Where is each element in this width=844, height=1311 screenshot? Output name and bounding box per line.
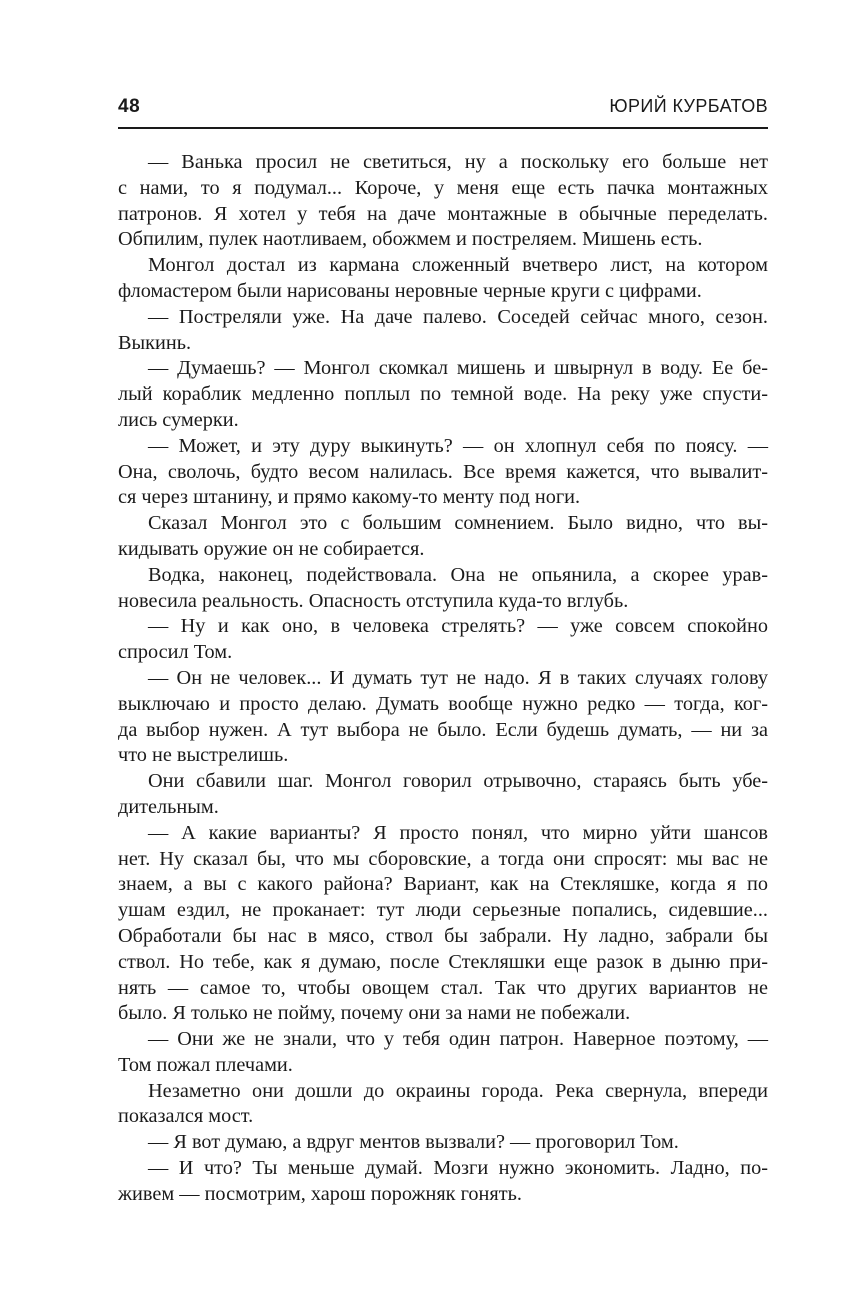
text-line: — Они же не знали, что у тебя один патрон. Наверное поэтому, —: [148, 1028, 768, 1051]
paragraph: [118, 305, 768, 357]
text-line: ствол. Но тебе, как я думаю, после Стекляшки еще разок в дыню при-: [118, 950, 768, 973]
text-line: знаем, а вы с какого района? Вариант, как на Стекляшке, когда я по: [118, 873, 768, 896]
text-line: выключаю и просто делаю. Думать вообще нужно редко — тогда, ког-: [118, 692, 768, 715]
page-number: 48: [118, 96, 141, 117]
text-line: Сказал Монгол это с большим сомнением. Было видно, что вы-: [148, 512, 768, 535]
paragraph: [118, 434, 768, 511]
text-line: да выбор нужен. А тут выбора не было. Если будешь думать, — ни за: [118, 718, 768, 741]
text-line: спросил Том.: [118, 641, 233, 664]
paragraph: [118, 253, 768, 305]
paragraph: [118, 563, 768, 615]
text-line: — Думаешь? — Монгол скомкал мишень и швырнул в воду. Ее бе-: [148, 357, 768, 380]
body-text: [118, 150, 768, 1208]
text-line: ушам ездил, не проканает: тут люди серьезные попались, сидевшие...: [118, 899, 768, 922]
paragraph: [118, 1079, 768, 1131]
text-line: — Ну и как оно, в человека стрелять? — уже совсем спокойно: [148, 615, 768, 638]
text-line: было. Я только не пойму, почему они за нами не побежали.: [118, 1002, 631, 1025]
paragraph: [118, 150, 768, 253]
paragraph: [118, 1156, 768, 1208]
paragraph: [118, 666, 768, 769]
text-line: кидывать оружие он не собирается.: [118, 537, 425, 560]
text-line: — Постреляли уже. На даче палево. Соседей сейчас много, сезон.: [148, 305, 768, 328]
text-line: Они сбавили шаг. Монгол говорил отрывочно, стараясь быть убе-: [148, 770, 768, 793]
text-line: что не выстрелишь.: [118, 744, 289, 767]
text-line: Том пожал плечами.: [118, 1053, 293, 1076]
running-head: [118, 96, 768, 122]
text-line: показался мост.: [118, 1105, 254, 1128]
paragraph: [118, 614, 768, 666]
text-line: нять — самое то, чтобы овощем стал. Так что других вариантов не: [118, 976, 768, 999]
text-line: новесила реальность. Опасность отступила куда-то вглубь.: [118, 589, 629, 612]
text-line: с нами, то я подумал... Короче, у меня еще есть пачка монтажных: [118, 176, 768, 199]
running-head-author: ЮРИЙ КУРБАТОВ: [609, 96, 768, 116]
paragraph: [118, 821, 768, 1027]
text-line: дительным.: [118, 795, 219, 818]
text-line: фломастером были нарисованы неровные черные круги с цифрами.: [118, 279, 702, 302]
text-line: живем — посмотрим, харош порожняк гонять.: [118, 1182, 522, 1205]
paragraph: [118, 769, 768, 821]
paragraph: [118, 1027, 768, 1079]
text-line: лись сумерки.: [118, 408, 239, 431]
text-line: патронов. Я хотел у тебя на даче монтажные в обычные переделать.: [118, 202, 768, 225]
text-line: Монгол достал из кармана сложенный вчетверо лист, на котором: [148, 254, 768, 277]
text-line: Обработали бы нас в мясо, ствол бы забрали. Ну ладно, забрали бы: [118, 924, 768, 947]
text-line: — Ванька просил не светиться, ну а поскольку его больше нет: [148, 151, 768, 173]
text-line: ся через штанину, и прямо какому-то менту под ноги.: [118, 486, 581, 509]
paragraph: [118, 511, 768, 563]
text-line: Водка, наконец, подействовала. Она не опьянила, а скорее урав-: [148, 563, 768, 586]
header-rule: [118, 127, 768, 129]
text-line: Обпилим, пулек наотливаем, обожмем и постреляем. Мишень есть.: [118, 228, 703, 251]
text-line: — Может, и эту дуру выкинуть? — он хлопнул себя по поясу. —: [148, 434, 768, 457]
text-line: — Он не человек... И думать тут не надо. Я в таких случаях голову: [148, 666, 768, 689]
text-line: Она, сволочь, будто весом налилась. Все время кажется, что вывалит-: [118, 460, 768, 483]
text-line: — Я вот думаю, а вдруг ментов вызвали? — проговорил Том.: [148, 1131, 679, 1154]
text-line: лый кораблик медленно поплыл по темной воде. На реку уже спусти-: [118, 383, 768, 406]
paragraph: [118, 356, 768, 433]
text-line: — И что? Ты меньше думай. Мозги нужно экономить. Ладно, по-: [148, 1157, 768, 1180]
paragraph: [118, 1130, 768, 1156]
text-line: Выкинь.: [118, 331, 192, 354]
text-line: — А какие варианты? Я просто понял, что мирно уйти шансов: [148, 821, 768, 844]
text-line: Незаметно они дошли до окраины города. Река свернула, впереди: [148, 1079, 768, 1102]
text-line: нет. Ну сказал бы, что мы сборовские, а тогда они спросят: мы вас не: [118, 847, 768, 870]
